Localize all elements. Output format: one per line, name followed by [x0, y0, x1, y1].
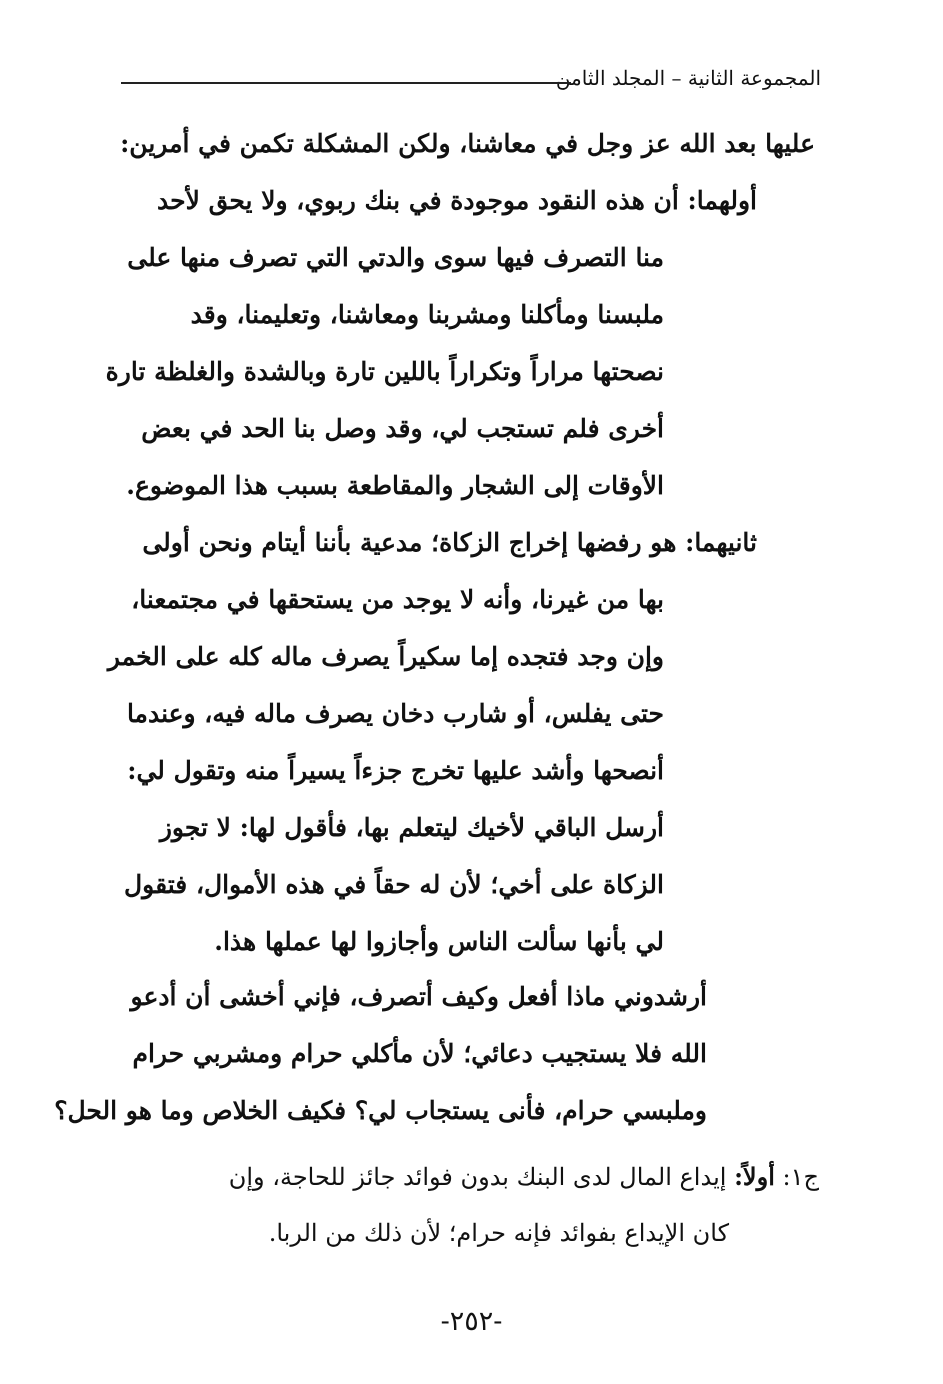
text-line: حتى يفلس، أو شارب دخان يصرف ماله فيه، وعندما — [126, 699, 664, 728]
text-line: الأوقات إلى الشجار والمقاطعة بسبب هذا الموضوع. — [126, 471, 664, 500]
intro-line: عليها بعد الله عز وجل في معاشنا، ولكن المشكلة تكمن في أمرين: — [120, 129, 815, 158]
running-title: المجموعة الثانية – المجلد الثامن — [546, 66, 821, 90]
text-line: وإن وجد فتجده إما سكيراً يصرف ماله كله على الخمر — [107, 642, 664, 671]
text-line: أرسل الباقي لأخيك ليتعلم بها، فأقول لها: لا تجوز — [159, 813, 664, 842]
text-line: أخرى فلم تستجب لي، وقد وصل بنا الحد في بعض — [141, 414, 664, 443]
answer-lead: أولاً: — [734, 1162, 775, 1191]
text-line: بها من غيرنا، وأنه لا يوجد من يستحقها في مجتمعنا، — [131, 585, 664, 614]
text-line: وملبسي حرام، فأنى يستجاب لي؟ فكيف الخلاص وما هو الحل؟ — [54, 1096, 707, 1125]
text-line: ثانيهما: هو رفضها إخراج الزكاة؛ مدعية بأننا أيتام ونحن أولى — [142, 528, 757, 557]
answer-paragraph — [125, 1148, 819, 1262]
text-line: أنصحها وأشد عليها تخرج جزءاً يسيراً منه وتقول لي: — [127, 756, 664, 785]
text-line: ملبسنا ومأكلنا ومشربنا ومعاشنا، وتعليمنا، وقد — [190, 300, 664, 329]
answer-marker: ج١: — [782, 1163, 819, 1191]
answer-line-2: كان الإيداع بفوائد فإنه حرام؛ لأن ذلك من الربا. — [268, 1219, 729, 1247]
answer-text: إيداع المال لدى البنك بدون فوائد جائز للحاجة، وإن — [228, 1163, 727, 1191]
text-line: نصحتها مراراً وتكراراً باللين تارة وبالشدة والغلظة تارة — [105, 357, 664, 386]
running-header — [121, 62, 821, 102]
text-line: الزكاة على أخي؛ لأن له حقاً في هذه الأموال، فتقول — [124, 870, 664, 899]
intro-paragraph — [120, 115, 815, 172]
text-line: أولهما: أن هذه النقود موجودة في بنك ربوي، ولا يحق لأحد — [157, 186, 757, 215]
page-number: -٢٥٢- — [440, 1306, 503, 1337]
header-rule — [121, 82, 571, 84]
text-line: منا التصرف فيها سوى والدتي التي تصرف منها على — [127, 243, 664, 272]
closing-paragraph — [54, 968, 757, 1139]
first-issue-paragraph — [105, 172, 757, 514]
answer-line — [125, 1148, 819, 1205]
text-line: لي بأنها سألت الناس وأجازوا لها عملها هذا. — [214, 927, 664, 956]
text-line: أرشدوني ماذا أفعل وكيف أتصرف، فإني أخشى أن أدعو — [130, 982, 707, 1011]
text-line: الله فلا يستجيب دعائي؛ لأن مأكلي حرام ومشربي حرام — [132, 1039, 707, 1068]
second-issue-paragraph — [107, 514, 757, 970]
